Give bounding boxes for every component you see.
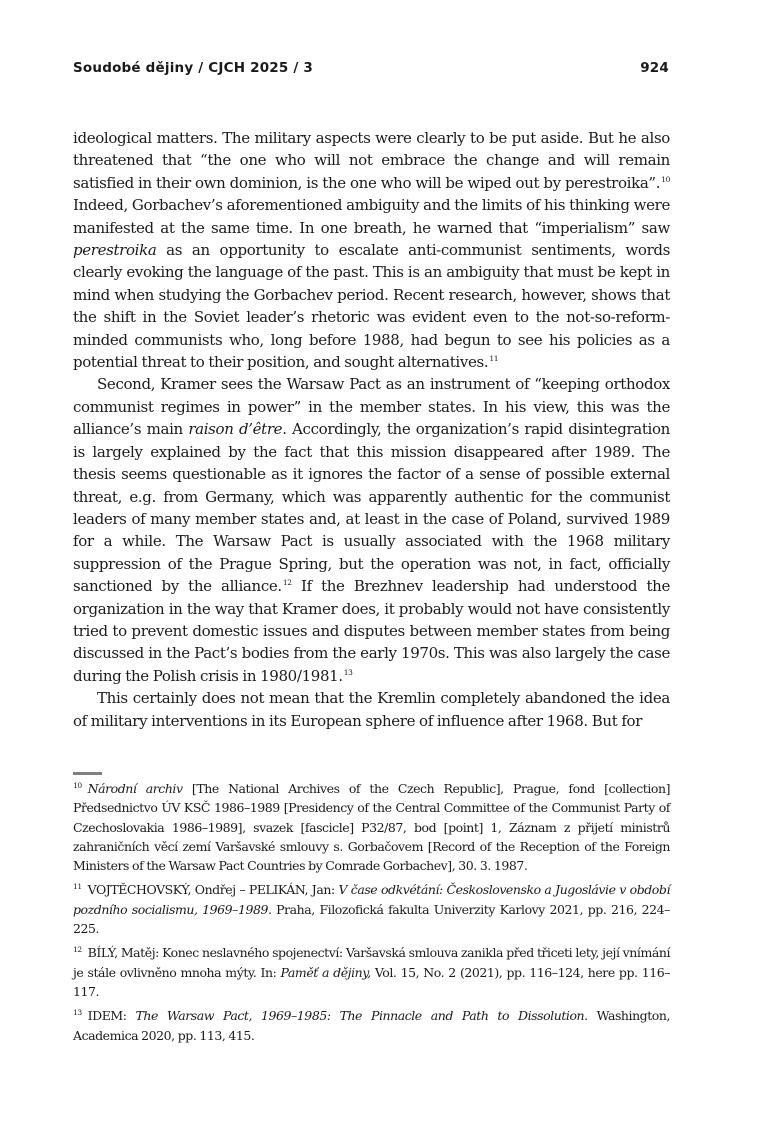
footnote-12: $^{12}$ BÍLÝ, Matěj: Konec neslavného spojenectví: Varšavská smlouva zanikla před třiceti lety, její vnímání je stále ovlivněno mnoha mýty. In: Paměť a dějiny, Vol. 15, No. 2 (2021), pp. 116–124, here pp. 116–117. — [73, 945, 670, 999]
footnote-number: 11 — [73, 882, 82, 892]
paragraph-2: Second, Kramer sees the Warsaw Pact as an instrument of “keeping orthodox communist regimes in power” in the member states. In his view, this was the alliance’s main raison d’être. Accordingly, the organization’s rapid disintegration is largely explained by the fact that this mission disappeared after 1989. The thesis seems questionable as it ignores the factor of a sense of possible external threat, e.g. from Germany, which was apparently authentic for the communist leaders of many member states and, at least in the case of Poland, survived 1989 for a while. The Warsaw Pact is usually associated with the 1968 military suppression of the Prague Spring, but the operation was not, in fact, officially sanctioned by the alliance.$^{12}$ If the Brezhnev leadership had understood the organization in the way that Kramer does, it probably would not have consistently tried to prevent domestic issues and disputes between member states from being discussed in the Pact’s bodies from the early 1970s. This was also largely the case during the Polish crisis in 1980/1981.13 — [73, 375, 670, 685]
footnotes — [73, 779, 670, 1050]
footnote-ref-11[interactable]: 11 — [489, 354, 499, 364]
footnote-number: 13 — [73, 1008, 82, 1018]
running-header — [73, 60, 669, 76]
footnote-13: $^{13}$ IDEM: The Warsaw Pact, 1969–1985: The Pinnacle and Path to Dissolution. Washington, Academica 2020, pp. 113, 415. — [73, 1008, 671, 1043]
footnote-separator — [73, 772, 102, 775]
paragraph-1: ideological matters. The military aspects were clearly to be put aside. But he also threatened that “the one who will not embrace the change and will remain satisfied in their own dominion, is the one who will be wiped out by perestroika”.$^{10}$ Indeed, Gorbachev’s aforementioned ambiguity and the limits of his thinking were manifested at the same time. In one breath, he warned that “imperialism” saw perestroika as an opportunity to escalate anti-communist sentiments, words clearly evoking the language of the past. This is an ambiguity that must be kept in mind when studying the Gorbachev period. Recent research, however, shows that the shift in the Soviet leader’s rhetoric was evident even to the not-so-reform-minded communists who, long before 1988, had begun to see his policies as a potential threat to their position, and sought alternatives.$^{11}$ — [73, 129, 670, 372]
journal-title: Soudobé dějiny / CJCH 2025 / 3 — [73, 60, 314, 76]
footnote-10: $^{10}$ Národní archiv [The National Archives of the Czech Republic], Prague, fond [collection] Předsednictvo ÚV KSČ 1986–1989 [Presidency of the Central Committee of the Communist Party of Czechoslovakia 1986–1989], svazek [fascicle] P32/87, bod [point] 1, Záznam z přijetí ministrů zahraničních věcí zemí Varšavské smlouvy s. Gorbačovem [Record of the Reception of the Foreign Ministers of the Warsaw Pact Countries by Comrade Gorbachev], 30. 3. 1987. — [73, 781, 670, 874]
footnote-number: 12 — [73, 945, 82, 955]
footnote-11: $^{11}$ VOJTĚCHOVSKÝ, Ondřej – PELIKÁN, Jan: V čase odkvétání: Československo a Jugoslávie v období pozdního socialismu, 1969–1989. Praha, Filozofická fakulta Univerzity Karlovy 2021, pp. 216, 224–225. — [73, 882, 670, 937]
footnote-ref-10[interactable]: 10 — [661, 174, 670, 184]
footnote-ref-13[interactable]: 13 — [343, 667, 353, 677]
footnote-ref-12[interactable]: 12 — [282, 578, 292, 588]
main-text — [73, 127, 670, 732]
paragraph-3: This certainly does not mean that the Kremlin completely abandoned the idea of military interventions in its European sphere of influence after 1968. But for — [73, 689, 670, 730]
page-number: 924 — [640, 60, 669, 76]
footnote-number: 10 — [73, 781, 82, 790]
